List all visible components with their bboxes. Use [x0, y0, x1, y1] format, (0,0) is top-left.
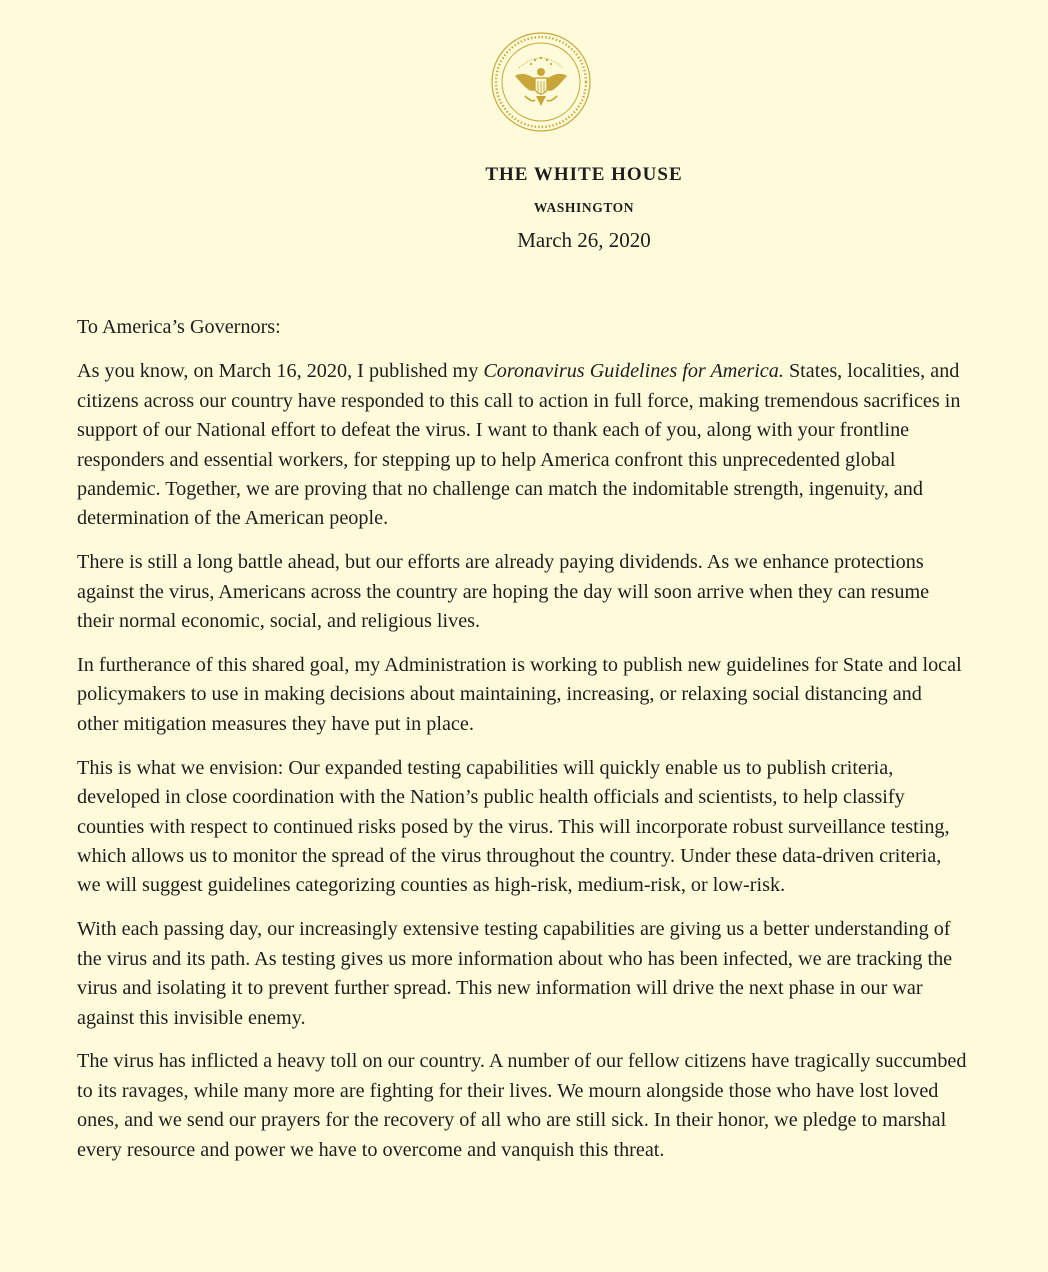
paragraph-6: The virus has inflicted a heavy toll on our country. A number of our fellow citizens have tragically succumbed to its ravages, while many more are fighting for their lives. We mourn alongside those who have lost loved ones, and we send our prayers for the recovery of all who are still sick. In their honor, we pledge to marshal every resource and power we have to overcome and vanquish this threat. [77, 1050, 967, 1161]
paragraph-3: In furtherance of this shared goal, my Administration is working to publish new guidelines for State and local policymakers to use in making decisions about maintaining, increasing, or relaxing social distancing and other mitigation measures they have put in place. [77, 654, 962, 735]
presidential-seal-icon [489, 30, 593, 134]
paragraph-4: This is what we envision: Our expanded testing capabilities will quickly enable us to publish criteria, developed in close coordination with the Nation’s public health officials and scientists, to help classify counties with respect to continued risks posed by the virus. This will incorporate robust surveillance testing, which allows us to monitor the spread of the virus throughout the country. Under these data-driven criteria, we will suggest guidelines categorizing counties as high-risk, medium-risk, or low-risk. [77, 756, 950, 897]
letter-date: March 26, 2020 [517, 228, 651, 252]
letter-body [77, 313, 967, 1180]
paragraph-2: There is still a long battle ahead, but our efforts are already paying dividends. As we enhance protections against the virus, Americans across the country are hoping the day will soon arrive when they can resume their normal economic, social, and religious lives. [77, 551, 930, 633]
salutation: To America’s Governors: [77, 316, 281, 338]
letterhead-city: WASHINGTON [533, 200, 635, 215]
guidelines-title: Coronavirus Guidelines for America. [483, 360, 784, 383]
paragraph-1-text-before: As you know, on March 16, 2020, I published my [77, 360, 484, 383]
paragraph-1-text-after: States, localities, and citizens across our country have responded to this call to action in full force, making tremendous sacrifices in support of our National effort to defeat the virus. I want to thank each of you, along with your frontline responders and essential workers, for stepping up to help America confront this unprecedented global pandemic. Together, we are proving that no challenge can match the indomitable strength, ingenuity, and determination of the American people. [77, 360, 961, 530]
paragraph-5: With each passing day, our increasingly extensive testing capabilities are giving us a better understanding of the virus and its path. As testing gives us more information about who has been infected, we are tracking the virus and isolating it to prevent further spread. This new information will drive the next phase in our war against this invisible enemy. [77, 918, 953, 1029]
letterhead-title: THE WHITE HOUSE [485, 164, 683, 185]
paragraph-1 [77, 357, 967, 533]
